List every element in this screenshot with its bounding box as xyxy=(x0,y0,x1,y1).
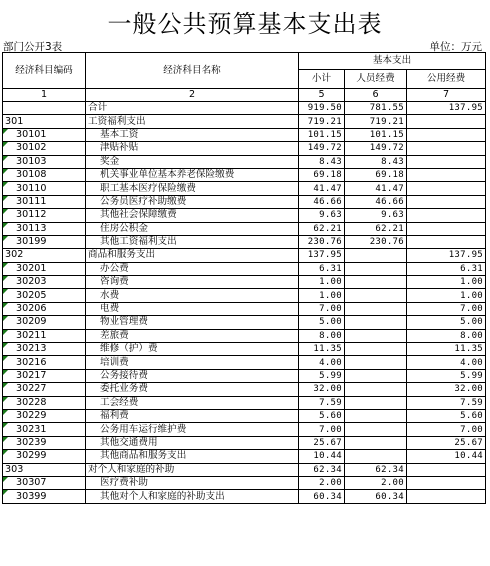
name-cell: 其他商品和服务支出 xyxy=(86,450,299,463)
name-cell: 委托业务费 xyxy=(86,383,299,396)
index-cell: 7 xyxy=(407,89,486,102)
name-cell: 工会经费 xyxy=(86,396,299,409)
name-cell: 其他工资福利支出 xyxy=(86,235,299,248)
public-cell xyxy=(407,222,486,235)
personnel-cell xyxy=(345,383,407,396)
table-row xyxy=(3,329,486,342)
personnel-cell: 46.66 xyxy=(345,195,407,208)
code-cell: 302 xyxy=(3,249,86,262)
public-cell: 4.00 xyxy=(407,356,486,369)
personnel-cell xyxy=(345,289,407,302)
code-cell: 30209 xyxy=(3,316,86,329)
public-cell: 32.00 xyxy=(407,383,486,396)
code-cell: 301 xyxy=(3,115,86,128)
name-cell: 福利费 xyxy=(86,409,299,422)
code-cell: 303 xyxy=(3,463,86,476)
personnel-cell xyxy=(345,409,407,422)
personnel-cell xyxy=(345,423,407,436)
table-row xyxy=(3,356,486,369)
code-cell xyxy=(3,102,86,115)
index-cell: 6 xyxy=(345,89,407,102)
subtotal-cell: 719.21 xyxy=(299,115,345,128)
code-cell: 30205 xyxy=(3,289,86,302)
code-cell: 30213 xyxy=(3,343,86,356)
code-cell: 30217 xyxy=(3,369,86,382)
personnel-cell: 62.21 xyxy=(345,222,407,235)
public-cell: 10.44 xyxy=(407,450,486,463)
index-cell: 2 xyxy=(86,89,299,102)
table-row xyxy=(3,383,486,396)
name-cell: 对个人和家庭的补助 xyxy=(86,463,299,476)
header-basic: 基本支出 xyxy=(299,53,486,70)
public-cell xyxy=(407,155,486,168)
public-cell: 7.59 xyxy=(407,396,486,409)
public-cell xyxy=(407,168,486,181)
subtotal-cell: 62.21 xyxy=(299,222,345,235)
name-cell: 咨询费 xyxy=(86,276,299,289)
index-row xyxy=(3,89,486,102)
index-cell: 1 xyxy=(3,89,86,102)
code-cell: 30239 xyxy=(3,436,86,449)
name-cell: 维修（护）费 xyxy=(86,343,299,356)
name-cell: 商品和服务支出 xyxy=(86,249,299,262)
name-cell: 合计 xyxy=(86,102,299,115)
subtotal-cell: 60.34 xyxy=(299,490,345,503)
public-cell: 1.00 xyxy=(407,289,486,302)
name-cell: 电费 xyxy=(86,302,299,315)
subtotal-cell: 101.15 xyxy=(299,128,345,141)
subtotal-cell: 1.00 xyxy=(299,289,345,302)
table-row xyxy=(3,209,486,222)
header-public: 公用经费 xyxy=(407,70,486,89)
name-cell: 工资福利支出 xyxy=(86,115,299,128)
public-cell: 5.00 xyxy=(407,316,486,329)
subtotal-cell: 6.31 xyxy=(299,262,345,275)
table-row xyxy=(3,142,486,155)
unit-label: 单位：万元 xyxy=(429,41,482,53)
personnel-cell xyxy=(345,329,407,342)
name-cell: 奖金 xyxy=(86,155,299,168)
subtotal-cell: 5.60 xyxy=(299,409,345,422)
personnel-cell: 9.63 xyxy=(345,209,407,222)
header-subtotal: 小计 xyxy=(299,70,345,89)
code-cell: 30112 xyxy=(3,209,86,222)
code-cell: 30113 xyxy=(3,222,86,235)
code-cell: 30227 xyxy=(3,383,86,396)
table-row xyxy=(3,409,486,422)
page-title: 一般公共预算基本支出表 xyxy=(107,10,383,38)
personnel-cell: 719.21 xyxy=(345,115,407,128)
public-cell: 137.95 xyxy=(407,102,486,115)
name-cell: 其他交通费用 xyxy=(86,436,299,449)
code-cell: 30216 xyxy=(3,356,86,369)
name-cell: 培训费 xyxy=(86,356,299,369)
code-cell: 30103 xyxy=(3,155,86,168)
table-row xyxy=(3,476,486,489)
table-row xyxy=(3,289,486,302)
header-code: 经济科目编码 xyxy=(3,53,86,89)
code-cell: 30229 xyxy=(3,409,86,422)
public-cell xyxy=(407,142,486,155)
subtotal-cell: 2.00 xyxy=(299,476,345,489)
subtotal-cell: 7.00 xyxy=(299,302,345,315)
subtotal-cell: 4.00 xyxy=(299,356,345,369)
table-row xyxy=(3,463,486,476)
code-cell: 30307 xyxy=(3,476,86,489)
table-row xyxy=(3,168,486,181)
table-row xyxy=(3,155,486,168)
name-cell: 住房公积金 xyxy=(86,222,299,235)
name-cell: 其他对个人和家庭的补助支出 xyxy=(86,490,299,503)
subtotal-cell: 32.00 xyxy=(299,383,345,396)
subtotal-cell: 137.95 xyxy=(299,249,345,262)
subtotal-cell: 69.18 xyxy=(299,168,345,181)
personnel-cell xyxy=(345,343,407,356)
code-cell: 30111 xyxy=(3,195,86,208)
personnel-cell xyxy=(345,262,407,275)
department-label: 部门公开3表 xyxy=(3,41,63,53)
personnel-cell xyxy=(345,302,407,315)
code-cell: 30102 xyxy=(3,142,86,155)
subtotal-cell: 149.72 xyxy=(299,142,345,155)
table-row xyxy=(3,276,486,289)
name-cell: 差旅费 xyxy=(86,329,299,342)
table-row xyxy=(3,450,486,463)
name-cell: 公务接待费 xyxy=(86,369,299,382)
subtotal-cell: 7.59 xyxy=(299,396,345,409)
public-cell xyxy=(407,476,486,489)
name-cell: 基本工资 xyxy=(86,128,299,141)
name-cell: 公务用车运行维护费 xyxy=(86,423,299,436)
public-cell xyxy=(407,209,486,222)
name-cell: 医疗费补助 xyxy=(86,476,299,489)
public-cell: 5.60 xyxy=(407,409,486,422)
index-cell: 5 xyxy=(299,89,345,102)
code-cell: 30203 xyxy=(3,276,86,289)
code-cell: 30108 xyxy=(3,168,86,181)
name-cell: 津贴补贴 xyxy=(86,142,299,155)
personnel-cell xyxy=(345,369,407,382)
public-cell xyxy=(407,182,486,195)
personnel-cell xyxy=(345,249,407,262)
subtotal-cell: 11.35 xyxy=(299,343,345,356)
subtotal-cell: 5.00 xyxy=(299,316,345,329)
code-cell: 30206 xyxy=(3,302,86,315)
subtotal-cell: 46.66 xyxy=(299,195,345,208)
subtotal-cell: 62.34 xyxy=(299,463,345,476)
table-row xyxy=(3,102,486,115)
personnel-cell xyxy=(345,450,407,463)
subtotal-cell: 919.50 xyxy=(299,102,345,115)
subtotal-cell: 8.00 xyxy=(299,329,345,342)
code-cell: 30211 xyxy=(3,329,86,342)
subtotal-cell: 9.63 xyxy=(299,209,345,222)
table-row xyxy=(3,222,486,235)
personnel-cell: 41.47 xyxy=(345,182,407,195)
public-cell xyxy=(407,195,486,208)
table-row xyxy=(3,436,486,449)
code-cell: 30110 xyxy=(3,182,86,195)
code-cell: 30228 xyxy=(3,396,86,409)
public-cell: 1.00 xyxy=(407,276,486,289)
code-cell: 30399 xyxy=(3,490,86,503)
personnel-cell xyxy=(345,396,407,409)
table-row xyxy=(3,302,486,315)
public-cell xyxy=(407,128,486,141)
public-cell: 7.00 xyxy=(407,423,486,436)
table-row xyxy=(3,369,486,382)
subtotal-cell: 1.00 xyxy=(299,276,345,289)
public-cell: 11.35 xyxy=(407,343,486,356)
personnel-cell: 69.18 xyxy=(345,168,407,181)
name-cell: 水费 xyxy=(86,289,299,302)
subtotal-cell: 10.44 xyxy=(299,450,345,463)
subtotal-cell: 7.00 xyxy=(299,423,345,436)
table-row xyxy=(3,115,486,128)
code-cell: 30299 xyxy=(3,450,86,463)
personnel-cell: 230.76 xyxy=(345,235,407,248)
name-cell: 其他社会保障缴费 xyxy=(86,209,299,222)
table-row xyxy=(3,262,486,275)
subtotal-cell: 5.99 xyxy=(299,369,345,382)
personnel-cell: 2.00 xyxy=(345,476,407,489)
table-row xyxy=(3,249,486,262)
header-personnel: 人员经费 xyxy=(345,70,407,89)
budget-table xyxy=(2,52,486,504)
public-cell: 7.00 xyxy=(407,302,486,315)
table-row xyxy=(3,128,486,141)
header-name: 经济科目名称 xyxy=(86,53,299,89)
personnel-cell: 149.72 xyxy=(345,142,407,155)
personnel-cell xyxy=(345,356,407,369)
subtotal-cell: 41.47 xyxy=(299,182,345,195)
public-cell xyxy=(407,115,486,128)
public-cell: 25.67 xyxy=(407,436,486,449)
public-cell: 6.31 xyxy=(407,262,486,275)
personnel-cell: 8.43 xyxy=(345,155,407,168)
code-cell: 30231 xyxy=(3,423,86,436)
personnel-cell xyxy=(345,316,407,329)
personnel-cell xyxy=(345,276,407,289)
name-cell: 公务员医疗补助缴费 xyxy=(86,195,299,208)
table-body xyxy=(3,102,486,504)
code-cell: 30101 xyxy=(3,128,86,141)
personnel-cell: 60.34 xyxy=(345,490,407,503)
personnel-cell xyxy=(345,436,407,449)
public-cell xyxy=(407,235,486,248)
personnel-cell: 781.55 xyxy=(345,102,407,115)
table-row xyxy=(3,316,486,329)
code-cell: 30199 xyxy=(3,235,86,248)
public-cell: 8.00 xyxy=(407,329,486,342)
personnel-cell: 101.15 xyxy=(345,128,407,141)
name-cell: 办公费 xyxy=(86,262,299,275)
subtotal-cell: 8.43 xyxy=(299,155,345,168)
table-row xyxy=(3,235,486,248)
subtotal-cell: 25.67 xyxy=(299,436,345,449)
personnel-cell: 62.34 xyxy=(345,463,407,476)
table-row xyxy=(3,396,486,409)
table-row xyxy=(3,195,486,208)
subtotal-cell: 230.76 xyxy=(299,235,345,248)
code-cell: 30201 xyxy=(3,262,86,275)
table-row xyxy=(3,182,486,195)
name-cell: 职工基本医疗保险缴费 xyxy=(86,182,299,195)
table-row xyxy=(3,490,486,503)
table-row xyxy=(3,423,486,436)
table-row xyxy=(3,343,486,356)
public-cell: 137.95 xyxy=(407,249,486,262)
name-cell: 机关事业单位基本养老保险缴费 xyxy=(86,168,299,181)
public-cell xyxy=(407,463,486,476)
name-cell: 物业管理费 xyxy=(86,316,299,329)
public-cell xyxy=(407,490,486,503)
public-cell: 5.99 xyxy=(407,369,486,382)
